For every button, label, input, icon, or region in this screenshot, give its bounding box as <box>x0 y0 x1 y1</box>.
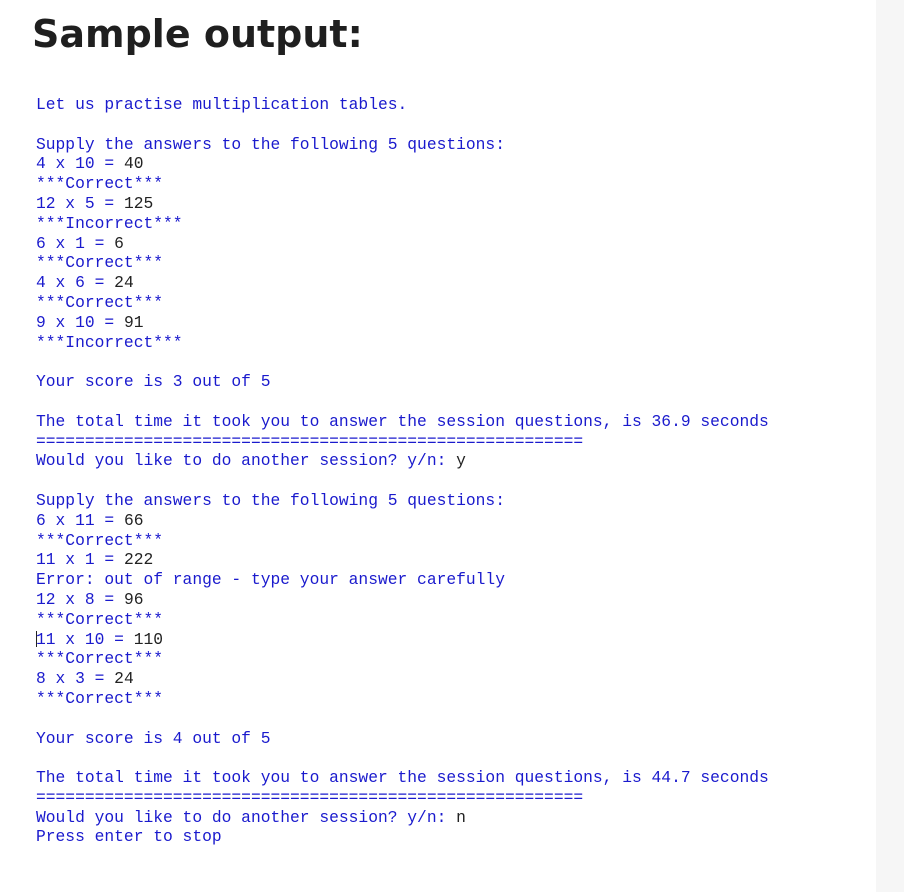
console-line <box>36 412 769 432</box>
program-output-text: 11 x 1 = <box>36 550 124 570</box>
console-line <box>36 174 769 194</box>
page-heading: Sample output: <box>32 12 363 56</box>
program-output-text: Supply the answers to the following 5 questions: <box>36 134 505 154</box>
user-input-text: 6 <box>114 233 124 253</box>
program-output-text: Supply the answers to the following 5 questions: <box>36 490 505 510</box>
user-input-text: 110 <box>133 629 164 649</box>
console-line <box>36 669 769 689</box>
program-output-text: Would you like to do another session? y/n: <box>36 807 457 827</box>
console-line <box>36 273 769 293</box>
console-blank-line <box>36 748 769 768</box>
console-line <box>36 432 769 452</box>
program-output-text: ***Correct*** <box>36 609 164 629</box>
user-input-text: 125 <box>123 193 154 213</box>
program-output-text: 4 x 10 = <box>36 154 124 174</box>
program-output-text: ======================================================== <box>36 431 584 451</box>
program-output-text: The total time it took you to answer the session questions, is 36.9 seconds <box>36 411 769 431</box>
program-output-text: 6 x 11 = <box>36 510 124 530</box>
console-line <box>36 135 769 155</box>
console-blank-line <box>36 352 769 372</box>
console-line <box>36 570 769 590</box>
console-line <box>36 95 769 115</box>
console-line <box>36 531 769 551</box>
user-input-text: 222 <box>123 550 154 570</box>
console-line <box>36 630 769 650</box>
console-line <box>36 689 769 709</box>
program-output-text: 9 x 10 = <box>36 312 124 332</box>
program-output-text: Press enter to stop <box>36 827 222 847</box>
program-output-text: Let us practise multiplication tables. <box>36 95 408 114</box>
user-input-text: 66 <box>123 510 144 530</box>
console-blank-line <box>36 709 769 729</box>
console-line <box>36 214 769 234</box>
program-output-text: ***Correct*** <box>36 292 164 312</box>
console-line <box>36 313 769 333</box>
console-blank-line <box>36 115 769 135</box>
console-line <box>36 234 769 254</box>
program-output-text: ***Incorrect*** <box>36 332 183 352</box>
user-input-text: 40 <box>123 154 144 174</box>
console-line <box>36 788 769 808</box>
program-output-text: Your score is 4 out of 5 <box>36 728 271 748</box>
program-output-text: ***Incorrect*** <box>36 213 183 233</box>
program-output-text: Error: out of range - type your answer carefully <box>36 570 505 590</box>
console-blank-line <box>36 471 769 491</box>
program-output-text: 6 x 1 = <box>36 233 115 253</box>
console-output <box>36 95 769 847</box>
console-line <box>36 293 769 313</box>
program-output-text: 12 x 8 = <box>36 589 124 609</box>
console-line <box>36 808 769 828</box>
program-output-text: ======================================================== <box>36 787 584 807</box>
console-line <box>36 511 769 531</box>
program-output-text: 11 x 10 = <box>36 629 134 649</box>
console-blank-line <box>36 392 769 412</box>
program-output-text: 8 x 3 = <box>36 669 115 689</box>
console-line <box>36 154 769 174</box>
console-line <box>36 253 769 273</box>
user-input-text: n <box>456 807 466 827</box>
page-side-margin <box>876 0 904 892</box>
console-line <box>36 729 769 749</box>
console-line <box>36 550 769 570</box>
program-output-text: ***Correct*** <box>36 253 164 273</box>
console-line <box>36 491 769 511</box>
console-line <box>36 827 769 847</box>
program-output-text: 12 x 5 = <box>36 193 124 213</box>
user-input-text: 91 <box>123 312 144 332</box>
console-line <box>36 194 769 214</box>
user-input-text: 24 <box>114 273 134 293</box>
program-output-text: 4 x 6 = <box>36 273 115 293</box>
console-line <box>36 610 769 630</box>
program-output-text: ***Correct*** <box>36 649 164 669</box>
program-output-text: Your score is 3 out of 5 <box>36 372 271 392</box>
user-input-text: 24 <box>114 669 134 689</box>
program-output-text: ***Correct*** <box>36 530 164 550</box>
console-line <box>36 451 769 471</box>
program-output-text: The total time it took you to answer the session questions, is 44.7 seconds <box>36 768 769 788</box>
user-input-text: 96 <box>123 589 144 609</box>
program-output-text: ***Correct*** <box>36 174 164 194</box>
program-output-text: ***Correct*** <box>36 688 164 708</box>
console-line <box>36 372 769 392</box>
program-output-text: Would you like to do another session? y/n: <box>36 451 457 471</box>
user-input-text: y <box>456 451 466 471</box>
console-line <box>36 333 769 353</box>
console-line <box>36 649 769 669</box>
console-line <box>36 768 769 788</box>
console-line <box>36 590 769 610</box>
